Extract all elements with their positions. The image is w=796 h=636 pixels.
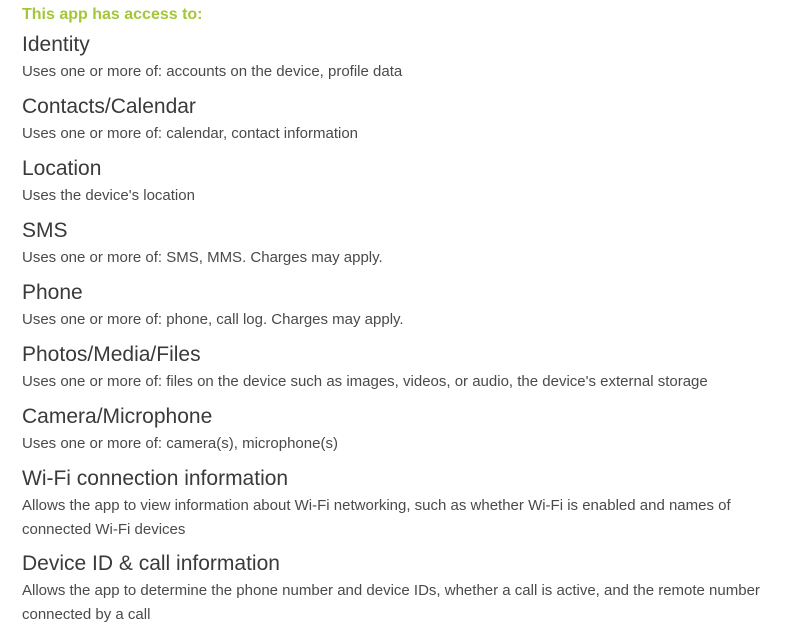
permission-title: Wi-Fi connection information — [22, 467, 289, 490]
permission-title: Contacts/Calendar — [22, 95, 196, 118]
permission-description: Allows the app to determine the phone number and device IDs, whether a call is active, and the remote number connected by a call — [22, 582, 760, 623]
permission-description: Uses one or more of: SMS, MMS. Charges may apply. — [22, 249, 383, 266]
permission-device-id-call-information — [22, 551, 794, 636]
permission-title: Location — [22, 157, 102, 180]
permission-title: Identity — [22, 33, 90, 56]
permission-description: Allows the app to view information about Wi-Fi networking, such as whether Wi-Fi is enabled and names of connected Wi-Fi devices — [22, 497, 731, 538]
permission-sms — [22, 218, 794, 280]
permission-description: Uses one or more of: calendar, contact information — [22, 125, 359, 142]
permission-phone — [22, 280, 794, 342]
permission-title: SMS — [22, 219, 68, 242]
permission-description: Uses one or more of: phone, call log. Charges may apply. — [22, 311, 404, 328]
permission-title: Camera/Microphone — [22, 405, 213, 428]
permission-identity — [22, 32, 794, 94]
permission-description: Uses one or more of: accounts on the device, profile data — [22, 63, 403, 80]
permissions-panel — [22, 0, 794, 636]
permission-camera-microphone — [22, 404, 794, 466]
permission-title: Device ID & call information — [22, 552, 280, 575]
permission-contacts-calendar — [22, 94, 794, 156]
permission-location — [22, 156, 794, 218]
permission-description: Uses the device's location — [22, 187, 195, 204]
permission-photos-media-files — [22, 342, 794, 404]
permission-title: Phone — [22, 281, 83, 304]
permissions-heading: This app has access to: — [22, 6, 203, 23]
permission-description: Uses one or more of: camera(s), microphone(s) — [22, 435, 338, 452]
permission-title: Photos/Media/Files — [22, 343, 201, 366]
permission-wifi-connection-information — [22, 466, 794, 551]
permission-description: Uses one or more of: files on the device such as images, videos, or audio, the device's external storage — [22, 373, 708, 390]
